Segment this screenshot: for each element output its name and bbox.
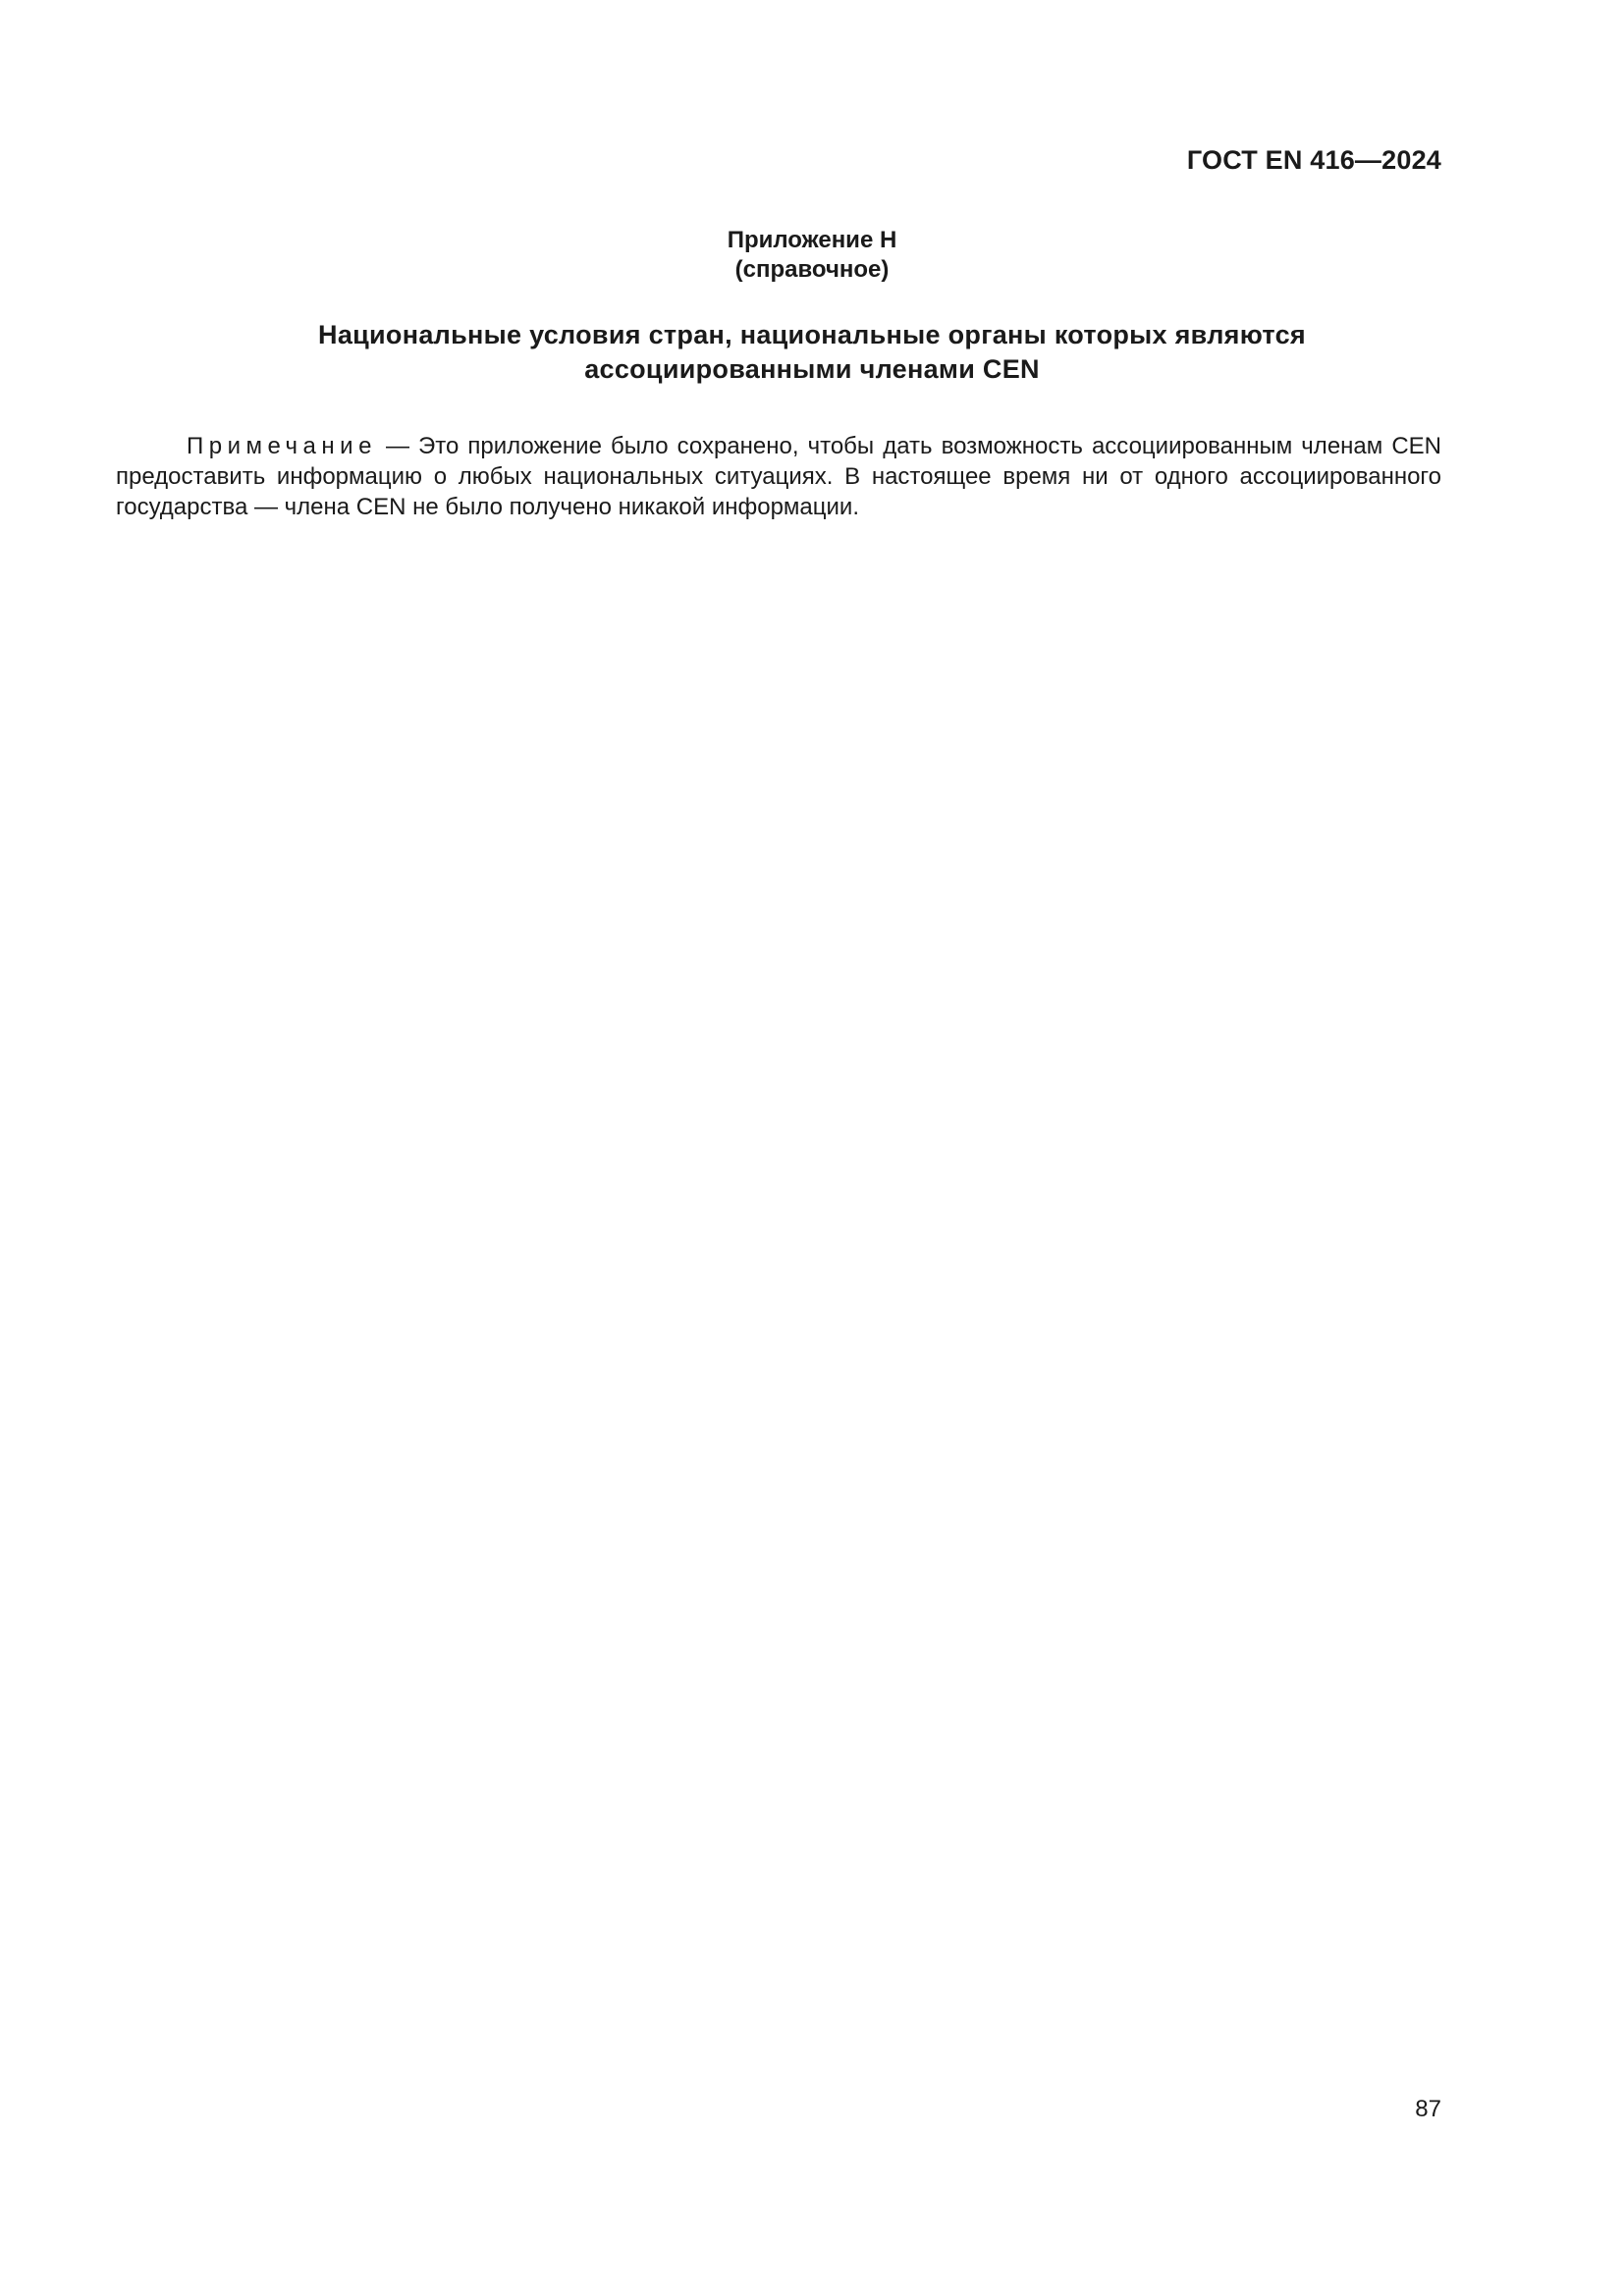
- page-number: 87: [1415, 2096, 1441, 2122]
- annex-title: [0, 318, 1624, 387]
- annex-label: Приложение Н: [727, 227, 897, 253]
- annex-title-line-2: ассоциированными членами CEN: [584, 354, 1040, 384]
- note-label: Примечание: [187, 433, 377, 459]
- note-paragraph: [116, 431, 1441, 522]
- document-code: ГОСТ EN 416—2024: [1186, 145, 1441, 175]
- annex-status: (справочное): [734, 256, 890, 283]
- note-text: Это приложение было сохранено, чтобы дать возможность ассоциированным членам CEN предоставить информацию о любых национальных ситуациях. В настоящее время ни от одного ассоциированного государства — члена CEN не было получено никакой информации.: [116, 433, 1441, 520]
- annex-heading: [0, 226, 1624, 285]
- annex-title-line-1: Национальные условия стран, национальные органы которых являются: [318, 320, 1306, 349]
- note-dash: —: [376, 433, 419, 459]
